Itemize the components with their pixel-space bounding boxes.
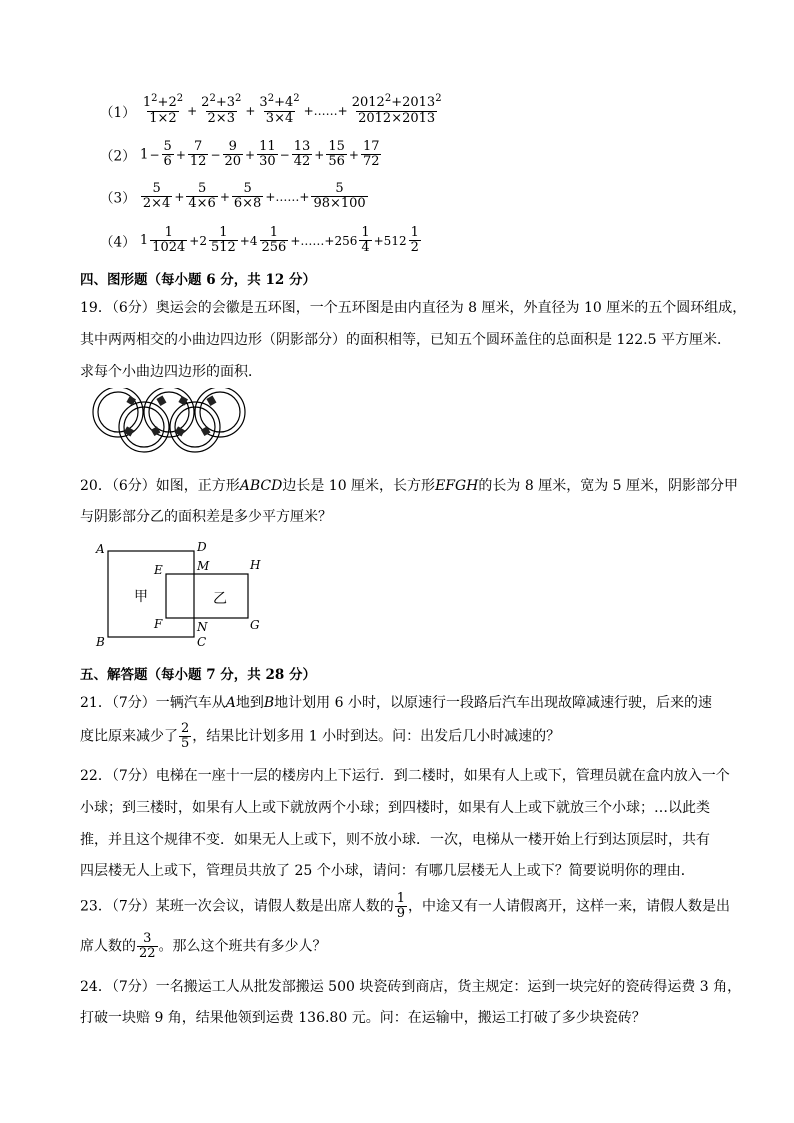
frac-text: 2 (267, 93, 275, 104)
frac-num: 1 (164, 225, 173, 240)
fraction (162, 140, 174, 169)
frac-text: 2012 (351, 95, 385, 110)
frac-num: 15 (328, 139, 345, 154)
fraction (395, 892, 407, 921)
frac-den: 512 (210, 240, 236, 255)
frac-den: 2×4 (142, 196, 171, 211)
q23-line2 (80, 932, 327, 961)
q22-line3: 推，并且这个规律不变．如果无人上或下，则不放小球．一次，电梯从一楼开始上行到达顶层时，共有 (80, 832, 710, 848)
frac-text: +2 (157, 95, 177, 110)
fraction (141, 93, 185, 126)
operator: +4 (239, 233, 258, 248)
frac-num: 1 (361, 225, 370, 240)
q23-text: 23．（7分）某班一次会议，请假人数是出席人数的 (80, 898, 394, 915)
q19-line1: 19．（6分）奥运会的会徽是五环图，一个五环图是由内直径为 8 厘米，外直径为 10 厘米的五个圆环组成， (80, 300, 747, 316)
frac-text: 2 (209, 93, 216, 104)
fraction (409, 226, 421, 255)
q18-part2 (100, 140, 382, 169)
label-jia: 甲 (134, 589, 148, 605)
q21-text: B (263, 695, 275, 711)
frac-den: 4 (361, 240, 370, 255)
q20-text: 的长为 8 厘米，宽为 5 厘米，阴影部分甲 (478, 478, 739, 494)
frac-den: 6×8 (233, 196, 262, 211)
q21-text: 21．（7分）一辆汽车从 (80, 695, 226, 711)
q21-line1 (80, 694, 712, 712)
fraction (350, 93, 444, 126)
frac-text: 2 (234, 93, 242, 104)
frac-den: 2 (410, 240, 419, 255)
frac-text: 2 (176, 93, 184, 104)
q24-line2: 打破一块赔 9 角，结果他领到运费 136.80 元。问：在运输中，搬运工打破了多少块瓷砖？ (80, 1010, 646, 1026)
shaded-overlap (206, 396, 216, 406)
label-yi: 乙 (213, 591, 227, 607)
operator: + (219, 189, 230, 204)
fraction (209, 226, 238, 255)
q18-part4-label: （4） (100, 234, 136, 251)
operator: + (314, 147, 325, 162)
frac-den: 98×100 (313, 196, 366, 211)
label-g: G (250, 618, 260, 632)
label-m: M (197, 559, 210, 573)
frac-num: 5 (243, 181, 252, 196)
operator: − (210, 147, 221, 162)
frac-num: 9 (228, 139, 237, 154)
q21-line2 (80, 722, 560, 751)
fraction (179, 722, 191, 751)
q24-line1: 24．（7分）一名搬运工人从批发部搬运 500 块瓷砖到商店，货主规定：运到一块完好的瓷砖得运费 3 角， (80, 979, 742, 995)
fraction (186, 182, 217, 211)
frac-den: 22 (139, 946, 156, 961)
operator: + (348, 147, 359, 162)
label-f: F (154, 617, 163, 631)
whole-part: 1 (139, 233, 149, 248)
q23-text: 席人数的 (80, 938, 136, 955)
section-4-heading: 四、图形题（每小题 6 分，共 12 分） (80, 272, 316, 288)
fraction (326, 140, 347, 169)
fraction (359, 226, 371, 255)
q18-part2-label: （2） (100, 148, 136, 165)
operator: + (174, 189, 185, 204)
frac-text: 2 (201, 95, 210, 110)
square-abcd (108, 551, 194, 637)
fraction (361, 140, 382, 169)
operator: + (245, 147, 256, 162)
frac-den: 6 (163, 154, 172, 169)
label-a: A (96, 542, 105, 556)
frac-num: 5 (152, 181, 161, 196)
frac-den: 2012×2013 (358, 111, 436, 126)
frac-text: 1 (142, 95, 152, 110)
q18-part4 (100, 226, 422, 255)
section-5-heading: 五、解答题（每小题 7 分，共 28 分） (80, 667, 316, 683)
frac-text: 2 (384, 93, 392, 104)
frac-text: +3 (215, 95, 235, 110)
label-n: N (197, 620, 208, 634)
frac-num: 5 (163, 139, 172, 154)
frac-text: 2 (151, 93, 158, 104)
q19-line3: 求每个小曲边四边形的面积． (80, 364, 262, 380)
q21-text: A (225, 695, 236, 711)
frac-text: 3 (259, 95, 268, 110)
shaded-overlap (156, 396, 166, 406)
fraction (260, 226, 289, 255)
operator: − (149, 147, 160, 162)
q21-text: 地到 (235, 695, 264, 711)
frac-num: 3 (143, 931, 152, 946)
q22-line1: 22．（7分）电梯在一座十一层的楼房内上下运行．到二楼时，如果有人上或下，管理员就在盒内放入一个 (80, 768, 730, 784)
frac-num: 1 (219, 225, 228, 240)
operator: + (175, 147, 186, 162)
frac-den: 5 (181, 736, 190, 751)
fraction (232, 182, 263, 211)
label-c: C (197, 635, 207, 649)
q22-line4: 四层楼无人上或下，管理员共放了 25 个小球，请问：有哪几层楼无人上或下？简要说明你的理由． (80, 863, 695, 879)
label-h: H (250, 558, 261, 572)
frac-num: 1 (396, 891, 406, 906)
ellipsis: +……+256 (290, 233, 358, 248)
mixed-number (140, 226, 188, 255)
q18-part1: （1） $\frac{1^2+2^2}{1\times 2}$ + $\frac{2^2+3^2}{2\times 3}$ + $\frac{3^2+4^2}{3\times 4}$ +……+ $\frac{2012^2+2013^2}{2012\times 2013}$ (100, 93, 442, 126)
frac-num: 13 (293, 139, 311, 154)
operator: +2 (189, 233, 207, 248)
frac-den: 2×3 (207, 111, 235, 126)
fraction (257, 140, 278, 169)
rectangle-efgh (166, 574, 248, 618)
label-b: B (96, 635, 105, 649)
q21-text: ，结果比计划多用 1 小时到达。问：出发后几小时减速的？ (192, 728, 561, 745)
q20-text: EFGH (435, 478, 479, 494)
frac-num: 7 (194, 139, 203, 154)
frac-den: 1×2 (149, 111, 177, 126)
fraction (257, 93, 301, 126)
frac-text: +2013 (391, 95, 436, 110)
frac-text: 2 (293, 93, 300, 104)
fraction (141, 182, 172, 211)
frac-den: 256 (261, 240, 287, 255)
frac-den: 20 (224, 154, 242, 169)
q23-line1 (80, 892, 730, 921)
square-rectangle-figure (90, 538, 280, 650)
fraction (223, 140, 244, 169)
q23-text: ，中途又有一人请假离开，这样一来，请假人数是出 (408, 898, 731, 915)
q18-part3-label: （3） (100, 190, 136, 207)
frac-den: 42 (293, 154, 311, 169)
operator: +512 (373, 233, 407, 248)
olympic-rings-figure (88, 388, 268, 454)
q20-text: ABCD (239, 478, 283, 494)
fraction (188, 140, 209, 169)
frac-num: 1 (410, 225, 419, 240)
frac-text: 2 (435, 93, 442, 104)
frac-den: 30 (259, 154, 276, 169)
q21-text: 度比原来减少了 (80, 728, 178, 745)
q19-line2: 其中两两相交的小曲边四边形（阴影部分）的面积相等，已知五个圆环盖住的总面积是 122.5 平方厘米． (80, 332, 731, 348)
frac-den: 1024 (152, 240, 186, 255)
q18-part1-label: （1） (100, 105, 136, 121)
label-e: E (154, 563, 163, 577)
fraction (311, 182, 367, 211)
q20-line2: 与阴影部分乙的面积差是多少平方厘米？ (80, 509, 332, 525)
label-d: D (197, 540, 207, 554)
frac-den: 3×4 (265, 111, 294, 126)
fraction (292, 140, 313, 169)
q21-text: 地计划用 6 小时，以原速行一段路后汽车出现故障减速行驶，后来的速 (274, 695, 712, 711)
frac-text: +4 (274, 95, 294, 110)
frac-den: 72 (362, 154, 380, 169)
frac-num: 11 (259, 139, 276, 154)
q23-text: 。那么这个班共有多少人？ (158, 938, 327, 955)
q22-line2: 小球；到三楼时，如果有人上或下就放两个小球；到四楼时，如果有人上或下就放三个小球；…以此类 (80, 800, 710, 816)
frac-num: 5 (335, 181, 344, 196)
q18-part3 (100, 182, 369, 211)
q20-line1 (80, 477, 738, 495)
frac-num: 17 (362, 139, 380, 154)
frac-den: 12 (189, 154, 207, 169)
frac-num: 1 (269, 225, 279, 240)
frac-den: 56 (328, 154, 345, 169)
frac-num: 2 (181, 721, 190, 736)
frac-num: 5 (197, 181, 207, 196)
operator: − (279, 147, 290, 162)
ellipsis: +……+ (303, 104, 348, 118)
fraction (199, 93, 243, 126)
ring-1-outer (93, 388, 143, 437)
frac-den: 4×6 (188, 196, 216, 211)
frac-den: 9 (396, 906, 406, 921)
fraction (137, 932, 158, 961)
ellipsis: +……+ (265, 189, 310, 204)
lead-number: 1 (139, 146, 149, 163)
q20-text: 20．（6分）如图，正方形 (80, 478, 240, 494)
q20-text: 边长是 10 厘米，长方形 (282, 478, 436, 494)
